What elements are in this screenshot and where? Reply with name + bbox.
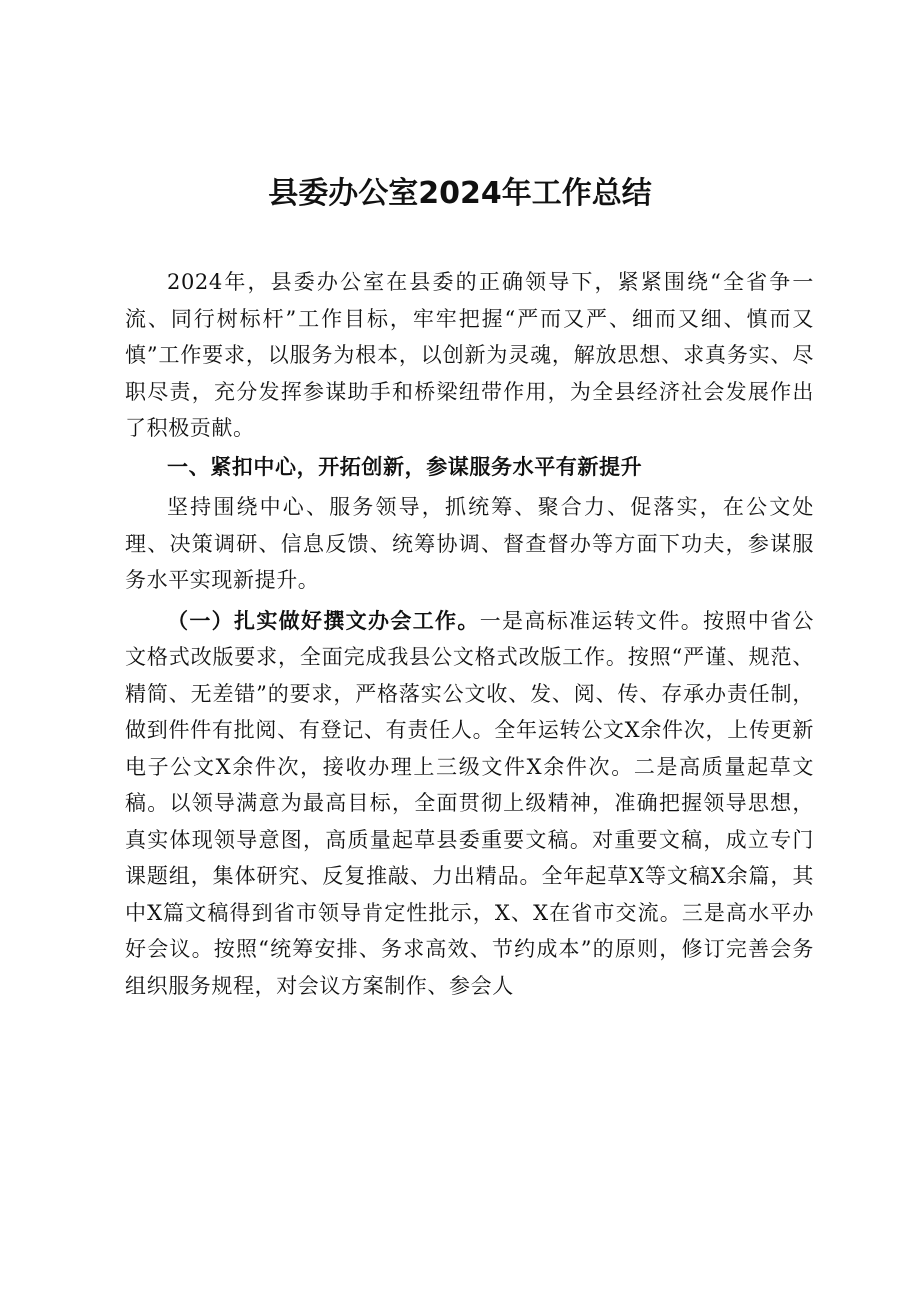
subsection-paragraph: [125, 603, 814, 1005]
document-body: [125, 264, 814, 1004]
intro-paragraph: 2024年，县委办公室在县委的正确领导下，紧紧围绕“全省争一流、同行树标杆”工作目标，牢牢把握“严而又严、细而又细、慎而又慎”工作要求，以服务为根本，以创新为灵魂，解放思想、求真务实、尽职尽责，充分发挥参谋助手和桥梁纽带作用，为全县经济社会发展作出了积极贡献。: [125, 270, 814, 440]
section-heading: 一、紧扣中心，开拓创新，参谋服务水平有新提升: [167, 454, 643, 479]
subsection-heading: （一）扎实做好撰文办会工作。: [167, 608, 480, 633]
document-title: 县委办公室2024年工作总结: [268, 176, 652, 211]
section-paragraph: 坚持围绕中心、服务领导，抓统筹、聚合力、促落实，在公文处理、决策调研、信息反馈、统筹协调、督查督办等方面下功夫，参谋服务水平实现新提升。: [125, 495, 814, 592]
subsection-text: 一是高标准运转文件。按照中省公文格式改版要求，全面完成我县公文格式改版工作。按照“严谨、规范、精简、无差错”的要求，严格落实公文收、发、阅、传、存承办责任制，做到件件有批阅、有登记、有责任人。全年运转公文X余件次，上传更新电子公文X余件次，接收办理上三级文件X余件次。二是高质量起草文稿。以领导满意为最高目标，全面贯彻上级精神，准确把握领导思想，真实体现领导意图，高质量起草县委重要文稿。对重要文稿，成立专门课题组，集体研究、反复推敲、力出精品。全年起草X等文稿X余篇，其中X篇文稿得到省市领导肯定性批示，X、X在省市交流。三是高水平办好会议。按照“统筹安排、务求高效、节约成本”的原则，修订完善会务组织服务规程，对会议方案制作、参会人: [125, 608, 814, 998]
